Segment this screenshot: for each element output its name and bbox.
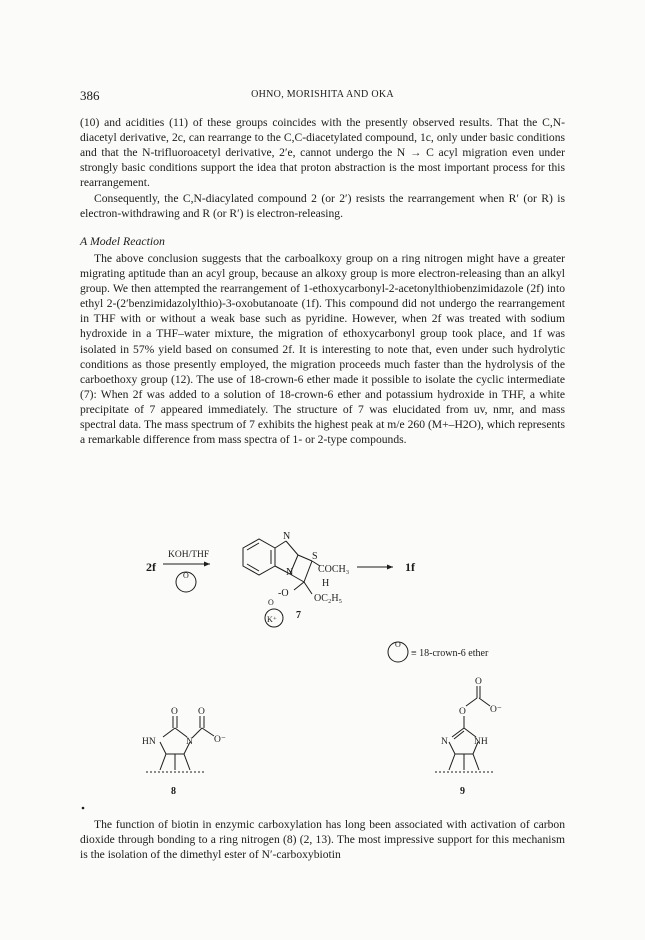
struct8-hn: HN: [142, 737, 156, 747]
paragraph-3: The above conclusion suggests that the carboalkoxy group on a ring nitrogen might have a greater migrating aptitude than an acyl group, because an alkoxy group is more electron-releasing than an alkyl group. We then attempted the rearrangement of 1-ethoxycarbonyl-2-acetonylthiobenzimidazole (2f) into ethyl 2-(2′benzimidazolylthio)-3-oxobutanoate (1f). This compound did not undergo the rearrangement in THF with or without a weak base such as pyridine. However, when 2f was treated with sodium hydroxide in a THF–water mixture, the migration of ethoxycarbonyl group took place, and 1f was isolated in 57% yield based on consumed 2f. It is interesting to note that, even under such hydrolytic conditions as those presently employed, the migration proceeds much faster than the hydrolysis of the carboethoxy group (12). The use of 18-crown-6 ether made it possible to isolate the cyclic intermediate (7): When 2f was added to a solution of 18-crown-6 ether and potassium hydroxide in THF, a white precipitate of 7 appeared immediately. The structure of 7 was elucidated from uv, nmr, and mass spectral data. The mass spectrum of 7 exhibits the highest peak at m/e 260 (M+–H2O), which represents a remarkable difference from mass spectra of 1- or 2-type compounds.: [80, 252, 565, 447]
crown-legend: ≡ 18-crown-6 ether: [411, 648, 489, 659]
struct9-o1: O: [459, 707, 466, 717]
reagent-label: KOH/THF: [168, 550, 210, 560]
section-heading: A Model Reaction: [80, 234, 165, 248]
struct8-o1: O: [171, 707, 178, 717]
crown-o-label: O: [183, 571, 189, 580]
potassium-label: K⁺: [267, 615, 277, 624]
structure-9: [435, 686, 495, 772]
crown-o-label-2: O: [268, 598, 274, 607]
page-number: 386: [80, 88, 100, 103]
atom-s: S: [312, 551, 318, 562]
intermediate-7-structure: [243, 539, 320, 627]
scheme-start-label: 2f: [146, 560, 156, 574]
structure-label-9: 9: [460, 786, 465, 797]
structure-label-8: 8: [171, 786, 176, 797]
atom-h: H: [322, 578, 330, 589]
arrow-head-1: [204, 562, 210, 567]
oxide-label: -O: [278, 588, 289, 599]
arrow-head-2: [387, 565, 393, 570]
struct9-o2: O: [475, 677, 482, 687]
running-head: OHNO, MORISHITA AND OKA: [251, 89, 394, 100]
struct9-n: N: [441, 737, 448, 747]
struct8-ominus: O⁻: [214, 735, 226, 745]
struct9-nh: NH: [474, 737, 488, 747]
struct9-ominus: O⁻: [490, 705, 502, 715]
legend-o-label: O: [395, 640, 401, 649]
struct8-n: N: [186, 737, 193, 747]
stray-dot: [82, 807, 85, 810]
structure-8: [146, 716, 214, 772]
coch3-group: COCH₃: [318, 564, 350, 575]
paragraph-1: (10) and acidities (11) of these groups coincides with the presently observed results. That the C,N-diacetyl derivative, 2c, can rearrange to the C,C-diacetylated compound, 1c, only under basic conditions and that the N-trifluoroacetyl derivative, 2′e, cannot undergo the N → C acyl migration even under strongly basic conditions support the idea that proton abstraction is the most important process for this rearrangement.: [80, 116, 565, 190]
paragraph-2: Consequently, the C,N-diacylated compound 2 (or 2′) resists the rearrangement when R′ (or R) is electron-withdrawing and R (or R′) is electron-releasing.: [80, 192, 565, 221]
intermediate-label-7: 7: [296, 610, 301, 621]
paragraph-4: The function of biotin in enzymic carboxylation has long been associated with activation of carbon dioxide through bonding to a ring nitrogen (8) (2, 13). The most impressive support for this mechanism is the isolation of the dimethyl ester of N′-carboxybiotin: [80, 818, 565, 862]
oc2h5-group: OC₂H₅: [314, 593, 343, 604]
atom-n-bottom: N: [286, 567, 294, 578]
scheme-product-label: 1f: [405, 560, 415, 574]
struct8-o2: O: [198, 707, 205, 717]
atom-n-top: N: [283, 531, 291, 542]
